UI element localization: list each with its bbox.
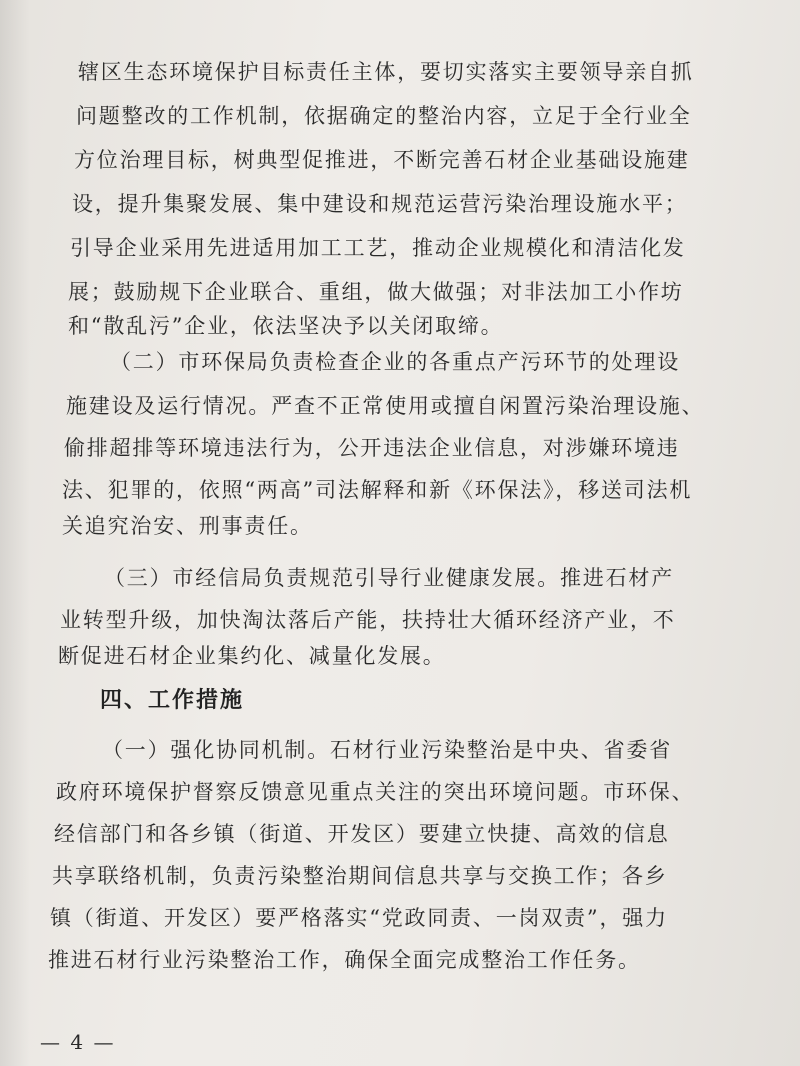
text-line: 业转型升级，加快淘汰落后产能，扶持壮大循环经济产业，不 xyxy=(60,608,676,632)
paragraph-start-line: （三）市经信局负责规范引导行业健康发展。推进石材产 xyxy=(104,566,674,590)
text-line: 施建设及运行情况。严查不正常使用或擅自闲置污染治理设施、 xyxy=(66,394,705,418)
text-line: 方位治理目标，树典型促推进，不断完善石材企业基础设施建 xyxy=(74,148,690,172)
text-line: 关追究治安、刑事责任。 xyxy=(62,514,313,538)
text-line: 辖区生态环境保护目标责任主体，要切实落实主要领导亲自抓 xyxy=(78,60,694,84)
section-heading: 四、工作措施 xyxy=(100,688,245,713)
paragraph-start-line: （一）强化协同机制。石材行业污染整治是中央、省委省 xyxy=(102,738,672,762)
text-line: 和“散乱污”企业，依法坚决予以关闭取缔。 xyxy=(68,314,504,338)
text-line: 经信部门和各乡镇（街道、开发区）要建立快捷、高效的信息 xyxy=(54,822,670,846)
page-number: — 4 — xyxy=(40,1030,116,1054)
text-line: 偷排超排等环境违法行为，公开违法企业信息，对涉嫌环境违 xyxy=(64,436,680,460)
page-shadow xyxy=(0,0,30,1066)
text-line: 推进石材行业污染整治工作，确保全面完成整治工作任务。 xyxy=(48,948,641,972)
text-line: 断促进石材企业集约化、减量化发展。 xyxy=(58,644,446,668)
paragraph-start-line: （二）市环保局负责检查企业的各重点产污环节的处理设 xyxy=(110,350,680,374)
text-line: 引导企业采用先进适用加工工艺，推动企业规模化和清洁化发 xyxy=(70,236,686,260)
text-line: 政府环境保护督察反馈意见重点关注的突出环境问题。市环保、 xyxy=(56,780,695,804)
text-line: 法、犯罪的，依照“两高”司法解释和新《环保法》，移送司法机 xyxy=(62,478,693,502)
text-line: 设，提升集聚发展、集中建设和规范运营污染治理设施水平； xyxy=(72,192,688,216)
text-line: 问题整改的工作机制，依据确定的整治内容，立足于全行业全 xyxy=(76,104,692,128)
text-line: 展；鼓励规下企业联合、重组，做大做强；对非法加工小作坊 xyxy=(68,280,684,304)
text-line: 共享联络机制，负责污染整治期间信息共享与交换工作；各乡 xyxy=(52,864,668,888)
text-line: 镇（街道、开发区）要严格落实“党政同责、一岗双责”，强力 xyxy=(50,906,668,930)
